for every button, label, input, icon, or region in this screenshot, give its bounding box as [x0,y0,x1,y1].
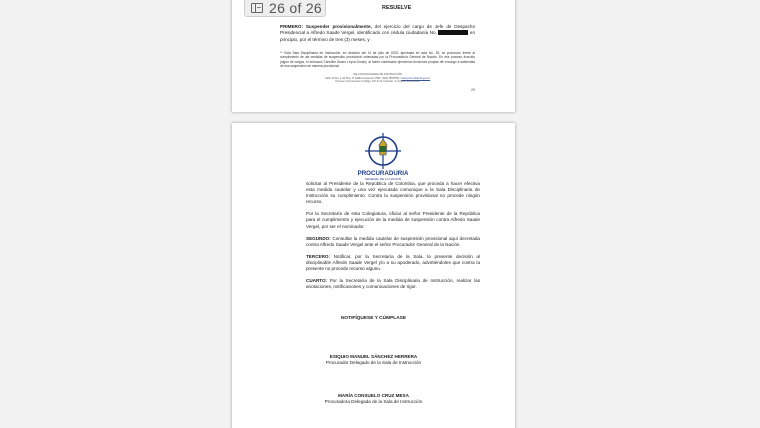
footer-line-3: Proceso: Documental | Código: DO-P-22 | Versión: 2 | Fecha: 01/11/2022 [335,80,420,84]
logo-text-line2: GENERAL DE LA NACION [364,177,402,181]
paragraph: Por la Secretaría de esta Colegiatura, oficiar al señor Presidente de la República para el cumplimiento y ejecución de la medida de suspensión contra Alfredo Saade Vergel, por ser el nominador. [306,211,480,229]
section-heading: RESUELVE [382,5,412,11]
footer-line-1: SALA DISCIPLINARIA DE INSTRUCCIÓN [353,73,402,76]
signatory-role: Procuradora Delegada de la Sala de Instrucción [324,399,423,404]
page-indicator [244,0,326,17]
page-footer [280,73,475,84]
footer-line-2: Calle 16 No. 4-44 Piso 17 Edificio Avianca / PBX: (601) 5878750 / [324,76,402,80]
procuraduria-logo [358,133,408,185]
signature-block [232,354,515,366]
paragraph-segundo: SEGUNDO: Consultar la medida cautelar de suspensión provisional aquí decretada contra Alfredo Saade Vergel ante el señor Procurador General de la Nación. [306,235,480,247]
first-text-b: en principio, por el término de tres (3) meses, y [280,30,475,42]
signatory-name: ESIQUIO MANUEL SÁNCHEZ HERRERA [329,354,418,359]
first-label: PRIMERO: Suspender provisionalmente, [280,24,372,29]
resolution-first-paragraph [280,24,475,43]
page-indicator-text: 26 of 26 [269,0,322,16]
page-number: 25 [471,88,475,92]
footnote: ⁸⁰ Esta Sala Disciplinaria de Instrucción, en decisión del 14 de julio de 2025, aprobada en acta No. 25, se pronunció frente al cumplimiento de las medidas de suspensión provisional ordenadas por la Procuraduría General de Nación. En ese proceso fruncido (algún de cargos, el entonces Canciller Álvaro Leyva Durán), al haber continuado ejerciendo funciones propias del encargo a sabiendas de esa suspensión de manera provisional. [280,51,475,68]
paragraph-cuarto: CUARTO: Por la Secretaría de la Sala Disciplinaria de Instrucción, realizar las anotaciones, notificaciones y comunicaciones de rigor. [306,278,480,290]
signatory-role: Procurador Delegado de la Sala de Instrucción [325,360,422,365]
footer-link[interactable]: www.procuraduria.gov.co [401,76,431,80]
document-page-26 [232,123,515,428]
paragraph-tercero: TERCERO: Notificar, por la Secretaría de la Sala, la presente decisión al disciplinable Alfredo Saade Vergel y/o a su apoderado, advirtiéndoles que contra la presente no procede recurso alguno. [306,253,480,272]
redacted-id-number [438,30,468,35]
logo-text-line1: PROCURADURIA [358,170,408,177]
signature-block [232,393,515,405]
signatory-name: MARÍA CONSUELO CRUZ MESA [338,393,409,398]
sidebar-toggle-icon[interactable] [251,3,263,13]
resolution-body [306,181,480,296]
paragraph: solicitar al Presidente de la República de Colombia, que proceda a hacer efectiva esta medida cautelar y una vez ejecutada comunique a la Sala Disciplinaria de Instrucción su cumplimiento. Contra la suspensión provisional no procede ningún recurso. [306,181,480,205]
closing-statement: NOTIFÍQUESE Y CÚMPLASE [340,316,407,321]
first-text-a: del ejercicio del cargo de Jefe de Despacho Presidencial a Alfredo Saade Vergel, identificado con cédula ciudadanía No. [280,24,475,36]
